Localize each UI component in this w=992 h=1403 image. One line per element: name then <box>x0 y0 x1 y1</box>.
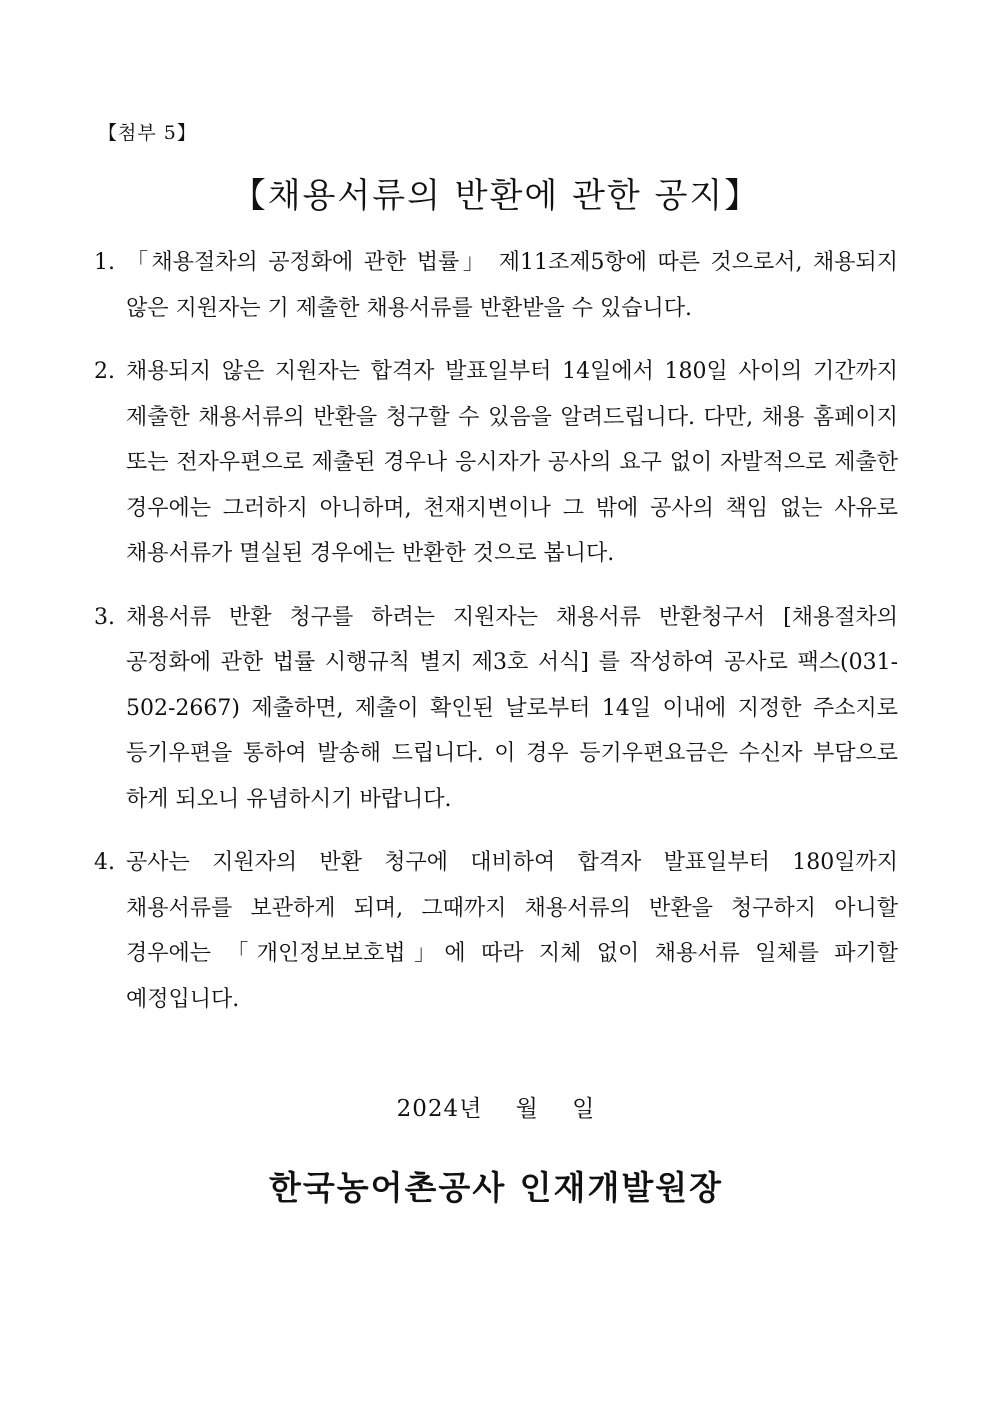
item-number: 1. <box>94 250 115 275</box>
item-text: 채용되지 않은 지원자는 합격자 발표일부터 14일에서 180일 사이의 기간까지 제출한 채용서류의 반환을 청구할 수 있음을 알려드립니다. 다만, 채용 홈페이지 또는 전자우편으로 제출된 경우나 응시자가 공사의 요구 없이 자발적으로 제출한 경우에는 그러하지 아니하며, 천재지변이나 그 밖에 공사의 책임 없는 사유로 채용서류가 멸실된 경우에는 반환한 것으로 봅니다. <box>126 359 898 566</box>
item-number: 2. <box>94 359 115 384</box>
notice-item-4 <box>94 840 898 1022</box>
item-number: 4. <box>94 850 115 875</box>
page-title: 【채용서류의 반환에 관한 공지】 <box>231 176 761 216</box>
notice-item-1 <box>94 240 898 331</box>
notice-item-2 <box>94 349 898 577</box>
item-text: 채용서류 반환 청구를 하려는 지원자는 채용서류 반환청구서 [채용절차의 공정화에 관한 법률 시행규칙 별지 제3호 서식] 를 작성하여 공사로 팩스(031-502-2667) 제출하면, 제출이 확인된 날로부터 14일 이내에 지정한 주소지로 등기우편을 통하여 발송해 드립니다. 이 경우 등기우편요금은 수신자 부담으로 하게 되오니 유념하시기 바랍니다. <box>126 604 898 812</box>
item-text: 공사는 지원자의 반환 청구에 대비하여 합격자 발표일부터 180일까지 채용서류를 보관하게 되며, 그때까지 채용서류의 반환을 청구하지 아니할 경우에는 「개인정보보호법」에 따라 지체 없이 채용서류 일체를 파기할 예정입니다. <box>126 850 898 1012</box>
item-text: 「채용절차의 공정화에 관한 법률」 제11조제5항에 따른 것으로서, 채용되지 않은 지원자는 기 제출한 채용서류를 반환받을 수 있습니다. <box>126 250 898 321</box>
notice-list <box>94 240 898 1022</box>
date-line: 2024년 월 일 <box>396 1096 596 1122</box>
item-number: 3. <box>94 604 115 630</box>
issuer-name: 한국농어촌공사 인재개발원장 <box>269 1168 723 1207</box>
attachment-label: 【첨부 5】 <box>98 122 197 144</box>
notice-item-3 <box>94 595 898 823</box>
